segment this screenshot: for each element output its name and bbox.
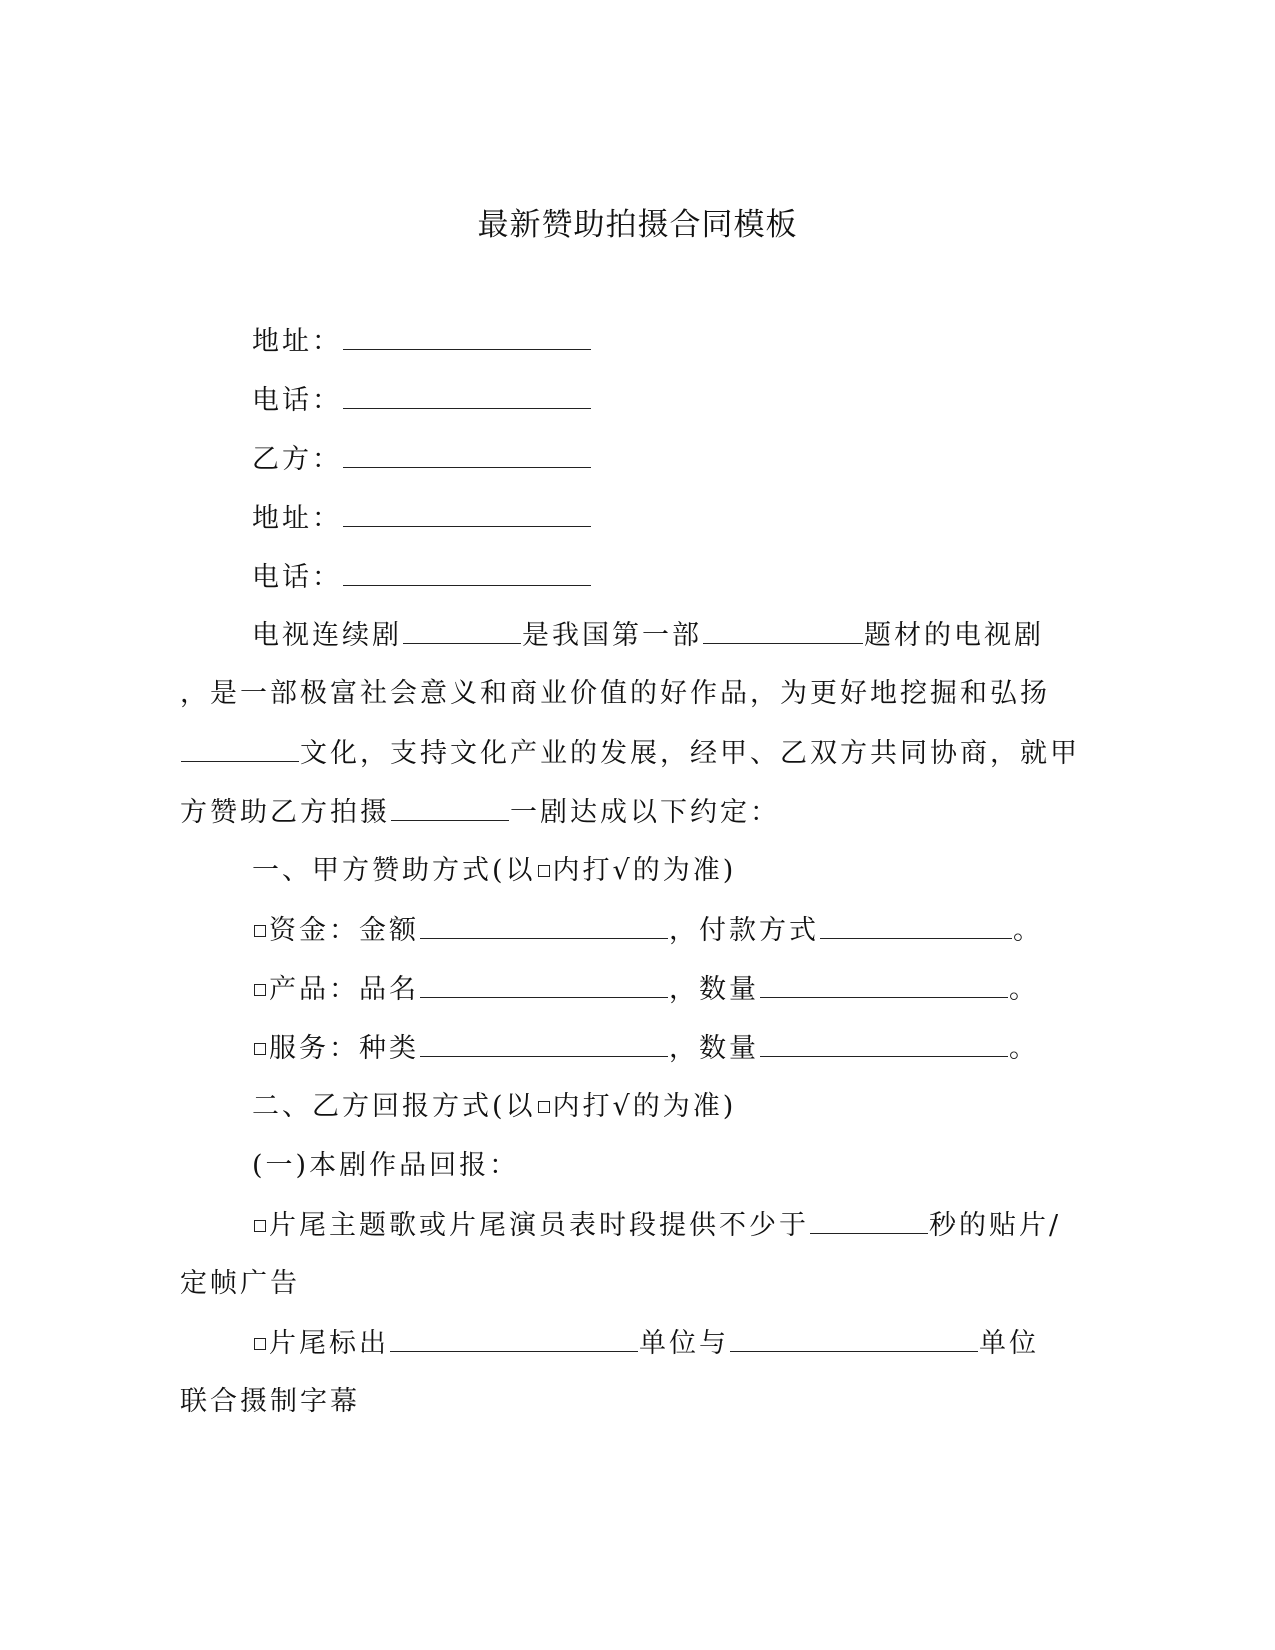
party-a-address-row — [252, 323, 592, 359]
funds-amount-label: 资金：金额 — [269, 915, 419, 946]
section2-heading — [252, 1089, 736, 1125]
product-quantity-field[interactable] — [760, 971, 1008, 998]
return-item-1-cont — [180, 1266, 300, 1302]
credit-unit-1-field[interactable] — [390, 1325, 638, 1352]
service-row — [252, 1030, 1039, 1066]
return-item-text: 片尾标出 — [269, 1328, 389, 1359]
intro-line-3 — [180, 735, 1080, 771]
party-a-phone-field[interactable] — [343, 382, 591, 409]
party-b-address-label: 地址： — [252, 503, 342, 534]
culture-field[interactable] — [181, 735, 299, 762]
theme-field[interactable] — [703, 617, 863, 644]
return-item-text: 定帧广告 — [180, 1268, 300, 1299]
section1-heading-text: 一、甲方赞助方式(以 — [252, 855, 536, 886]
party-b-address-row — [252, 500, 592, 536]
series-name-field[interactable] — [403, 617, 521, 644]
intro-line-1 — [252, 617, 1044, 653]
period: 。 — [1013, 915, 1043, 946]
service-quantity-label: ，数量 — [669, 1033, 759, 1064]
service-type-field[interactable] — [420, 1030, 668, 1057]
return-item-2 — [252, 1325, 1039, 1361]
period: 。 — [1009, 1033, 1039, 1064]
party-a-phone-row — [252, 382, 592, 418]
intro-text: 题材的电视剧 — [864, 620, 1044, 651]
return-item-2-cont — [180, 1384, 360, 1420]
intro-text: 方赞助乙方拍摄 — [180, 797, 390, 828]
payment-method-label: ，付款方式 — [669, 915, 819, 946]
intro-text: 文化，支持文化产业的发展，经甲、乙双方共同协商，就甲 — [300, 738, 1080, 769]
product-checkbox[interactable] — [254, 984, 266, 996]
ad-seconds-field[interactable] — [810, 1207, 928, 1234]
funds-amount-field[interactable] — [420, 912, 668, 939]
party-a-address-label: 地址： — [252, 326, 342, 357]
service-type-label: 服务：种类 — [269, 1033, 419, 1064]
party-b-address-field[interactable] — [343, 500, 591, 527]
return-item-text: 片尾主题歌或片尾演员表时段提供不少于 — [269, 1210, 809, 1241]
return-item-text: 单位与 — [639, 1328, 729, 1359]
product-name-field[interactable] — [420, 971, 668, 998]
section2-heading-text: 内打√的为准) — [552, 1091, 737, 1122]
period: 。 — [1009, 974, 1039, 1005]
return-item-text: 联合摄制字幕 — [180, 1386, 360, 1417]
subsection-1-text: (一)本剧作品回报： — [252, 1150, 520, 1181]
product-quantity-label: ，数量 — [669, 974, 759, 1005]
return-item-1 — [252, 1207, 1061, 1243]
service-checkbox[interactable] — [254, 1043, 266, 1055]
intro-text: 一剧达成以下约定： — [510, 797, 780, 828]
section2-heading-text: 二、乙方回报方式(以 — [252, 1091, 536, 1122]
funds-row — [252, 912, 1043, 948]
party-a-phone-label: 电话： — [252, 385, 342, 416]
intro-text: 电视连续剧 — [252, 620, 402, 651]
ad-slot-checkbox[interactable] — [254, 1220, 266, 1232]
party-b-phone-field[interactable] — [343, 559, 591, 586]
party-a-address-field[interactable] — [343, 323, 591, 350]
document-title: 最新赞助拍摄合同模板 — [477, 207, 798, 243]
party-b-phone-label: 电话： — [252, 562, 342, 593]
intro-line-4 — [180, 794, 780, 830]
checkbox-icon — [538, 865, 550, 877]
funds-checkbox[interactable] — [254, 925, 266, 937]
party-b-label: 乙方： — [252, 444, 342, 475]
credit-unit-2-field[interactable] — [730, 1325, 978, 1352]
return-item-text: 单位 — [979, 1328, 1039, 1359]
party-b-phone-row — [252, 559, 592, 595]
payment-method-field[interactable] — [820, 912, 1012, 939]
section1-heading — [252, 853, 736, 889]
drama-name-field[interactable] — [391, 794, 509, 821]
product-name-label: 产品：品名 — [269, 974, 419, 1005]
section1-heading-text: 内打√的为准) — [552, 855, 737, 886]
intro-text: ，是一部极富社会意义和商业价值的好作品，为更好地挖掘和弘扬 — [180, 678, 1050, 709]
product-row — [252, 971, 1039, 1007]
party-b-row — [252, 441, 592, 477]
checkbox-icon — [538, 1101, 550, 1113]
credit-checkbox[interactable] — [254, 1338, 266, 1350]
subsection-1-heading — [252, 1148, 519, 1184]
party-b-name-field[interactable] — [343, 441, 591, 468]
service-quantity-field[interactable] — [760, 1030, 1008, 1057]
return-item-text: 秒的贴片/ — [929, 1210, 1062, 1241]
intro-line-2 — [180, 676, 1050, 712]
intro-text: 是我国第一部 — [522, 620, 702, 651]
